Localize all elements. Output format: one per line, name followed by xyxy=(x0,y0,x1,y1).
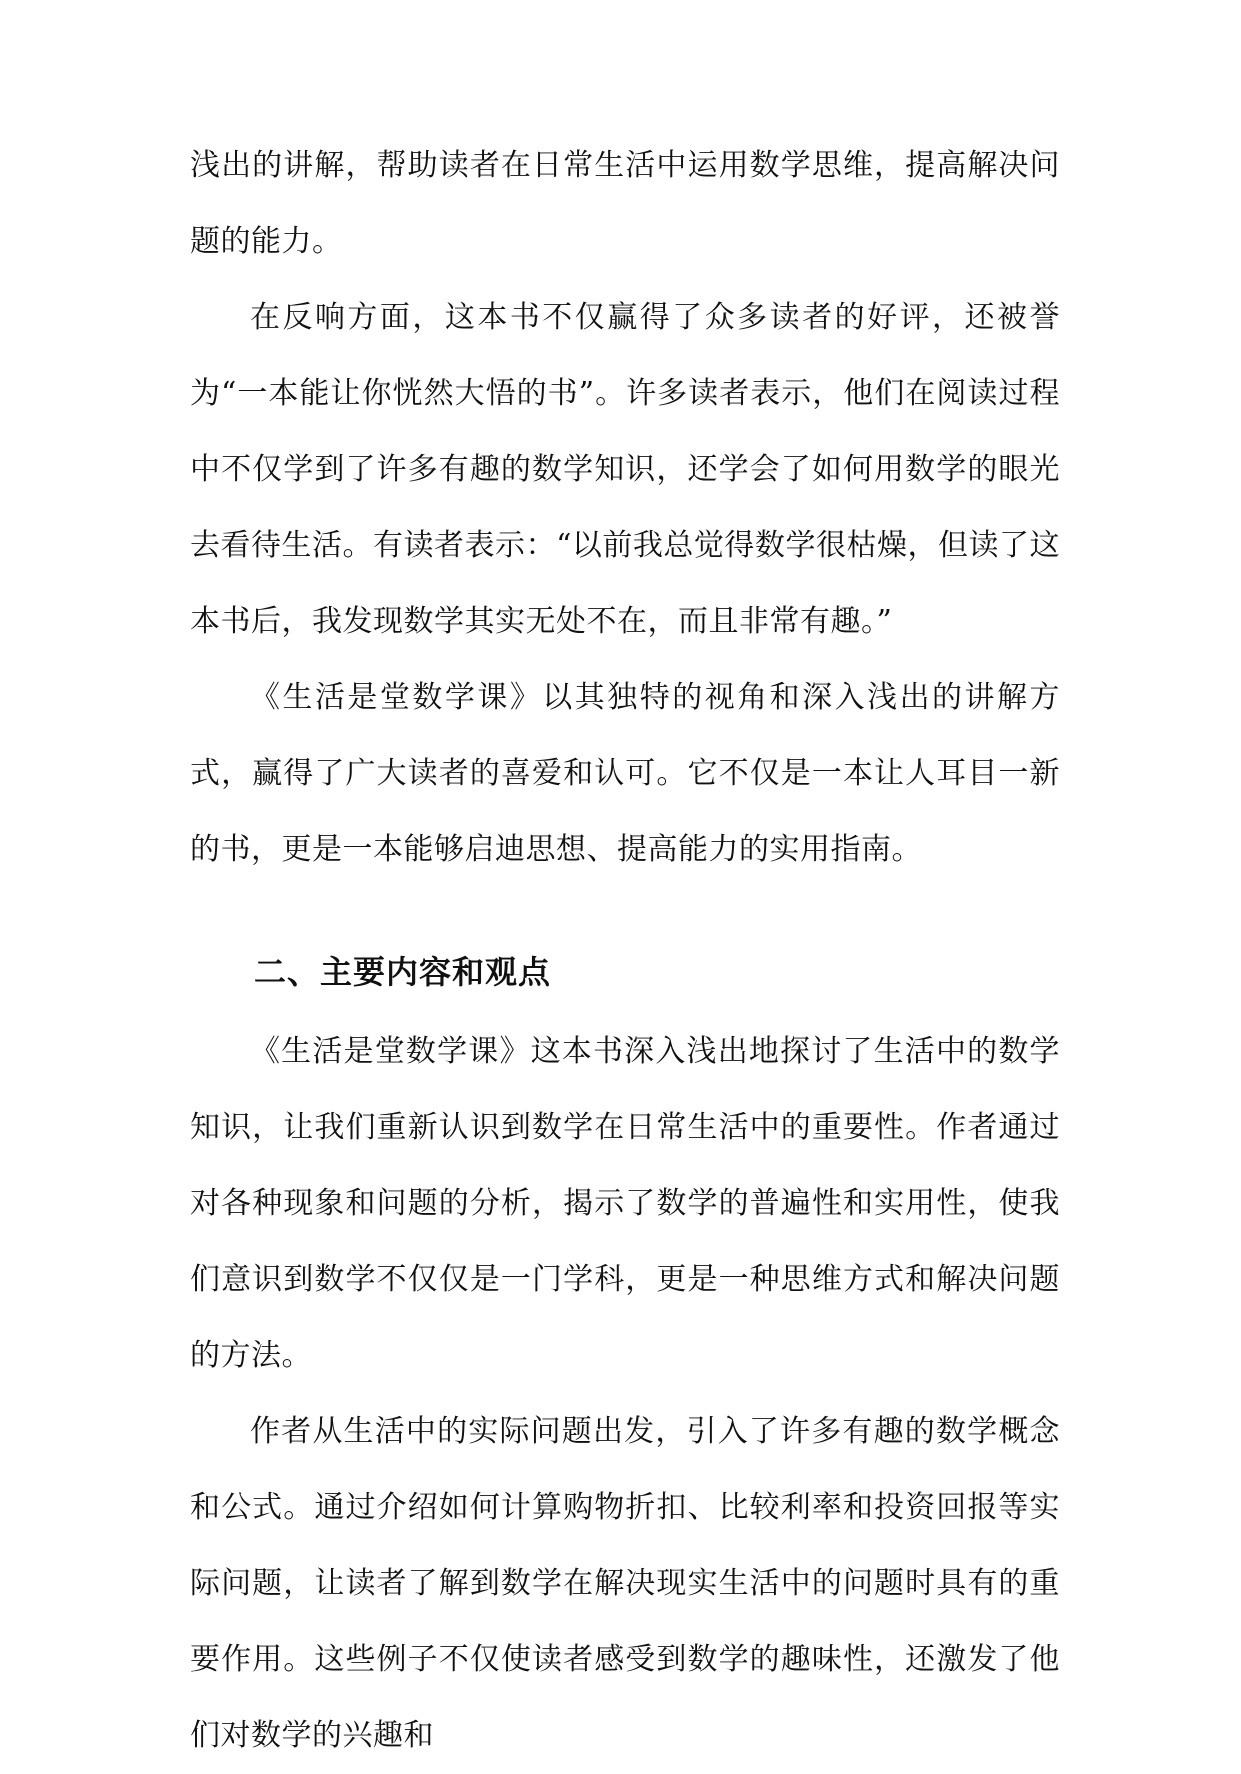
paragraph-reception: 在反响方面，这本书不仅赢得了众多读者的好评，还被誉为“一本能让你恍然大悟的书”。许多读者表示，他们在阅读过程中不仅学到了许多有趣的数学知识，还学会了如何用数学的眼光去看待生活。有读者表示：“以前我总觉得数学很枯燥，但读了这本书后，我发现数学其实无处不在，而且非常有趣。” xyxy=(190,300,1060,639)
section-heading: 二、主要内容和观点 xyxy=(254,953,552,991)
paragraph-examples: 作者从生活中的实际问题出发，引入了许多有趣的数学概念和公式。通过介绍如何计算购物折扣、比较利率和投资回报等实际问题，让读者了解到数学在解决现实生活中的问题时具有的重要作用。这些例子不仅使读者感受到数学的趣味性，还激发了他们对数学的兴趣和 xyxy=(190,1414,1060,1753)
document-body xyxy=(190,128,1060,1774)
paragraph-main-content: 《生活是堂数学课》这本书深入浅出地探讨了生活中的数学知识，让我们重新认识到数学在日常生活中的重要性。作者通过对各种现象和问题的分析，揭示了数学的普遍性和实用性，使我们意识到数学不仅仅是一门学科，更是一种思维方式和解决问题的方法。 xyxy=(190,1034,1060,1373)
paragraph-continuation: 浅出的讲解，帮助读者在日常生活中运用数学思维，提高解决问题的能力。 xyxy=(190,148,1060,259)
paragraph-summary: 《生活是堂数学课》以其独特的视角和深入浅出的讲解方式，赢得了广大读者的喜爱和认可。它不仅是一本让人耳目一新的书，更是一本能够启迪思想、提高能力的实用指南。 xyxy=(190,680,1060,867)
